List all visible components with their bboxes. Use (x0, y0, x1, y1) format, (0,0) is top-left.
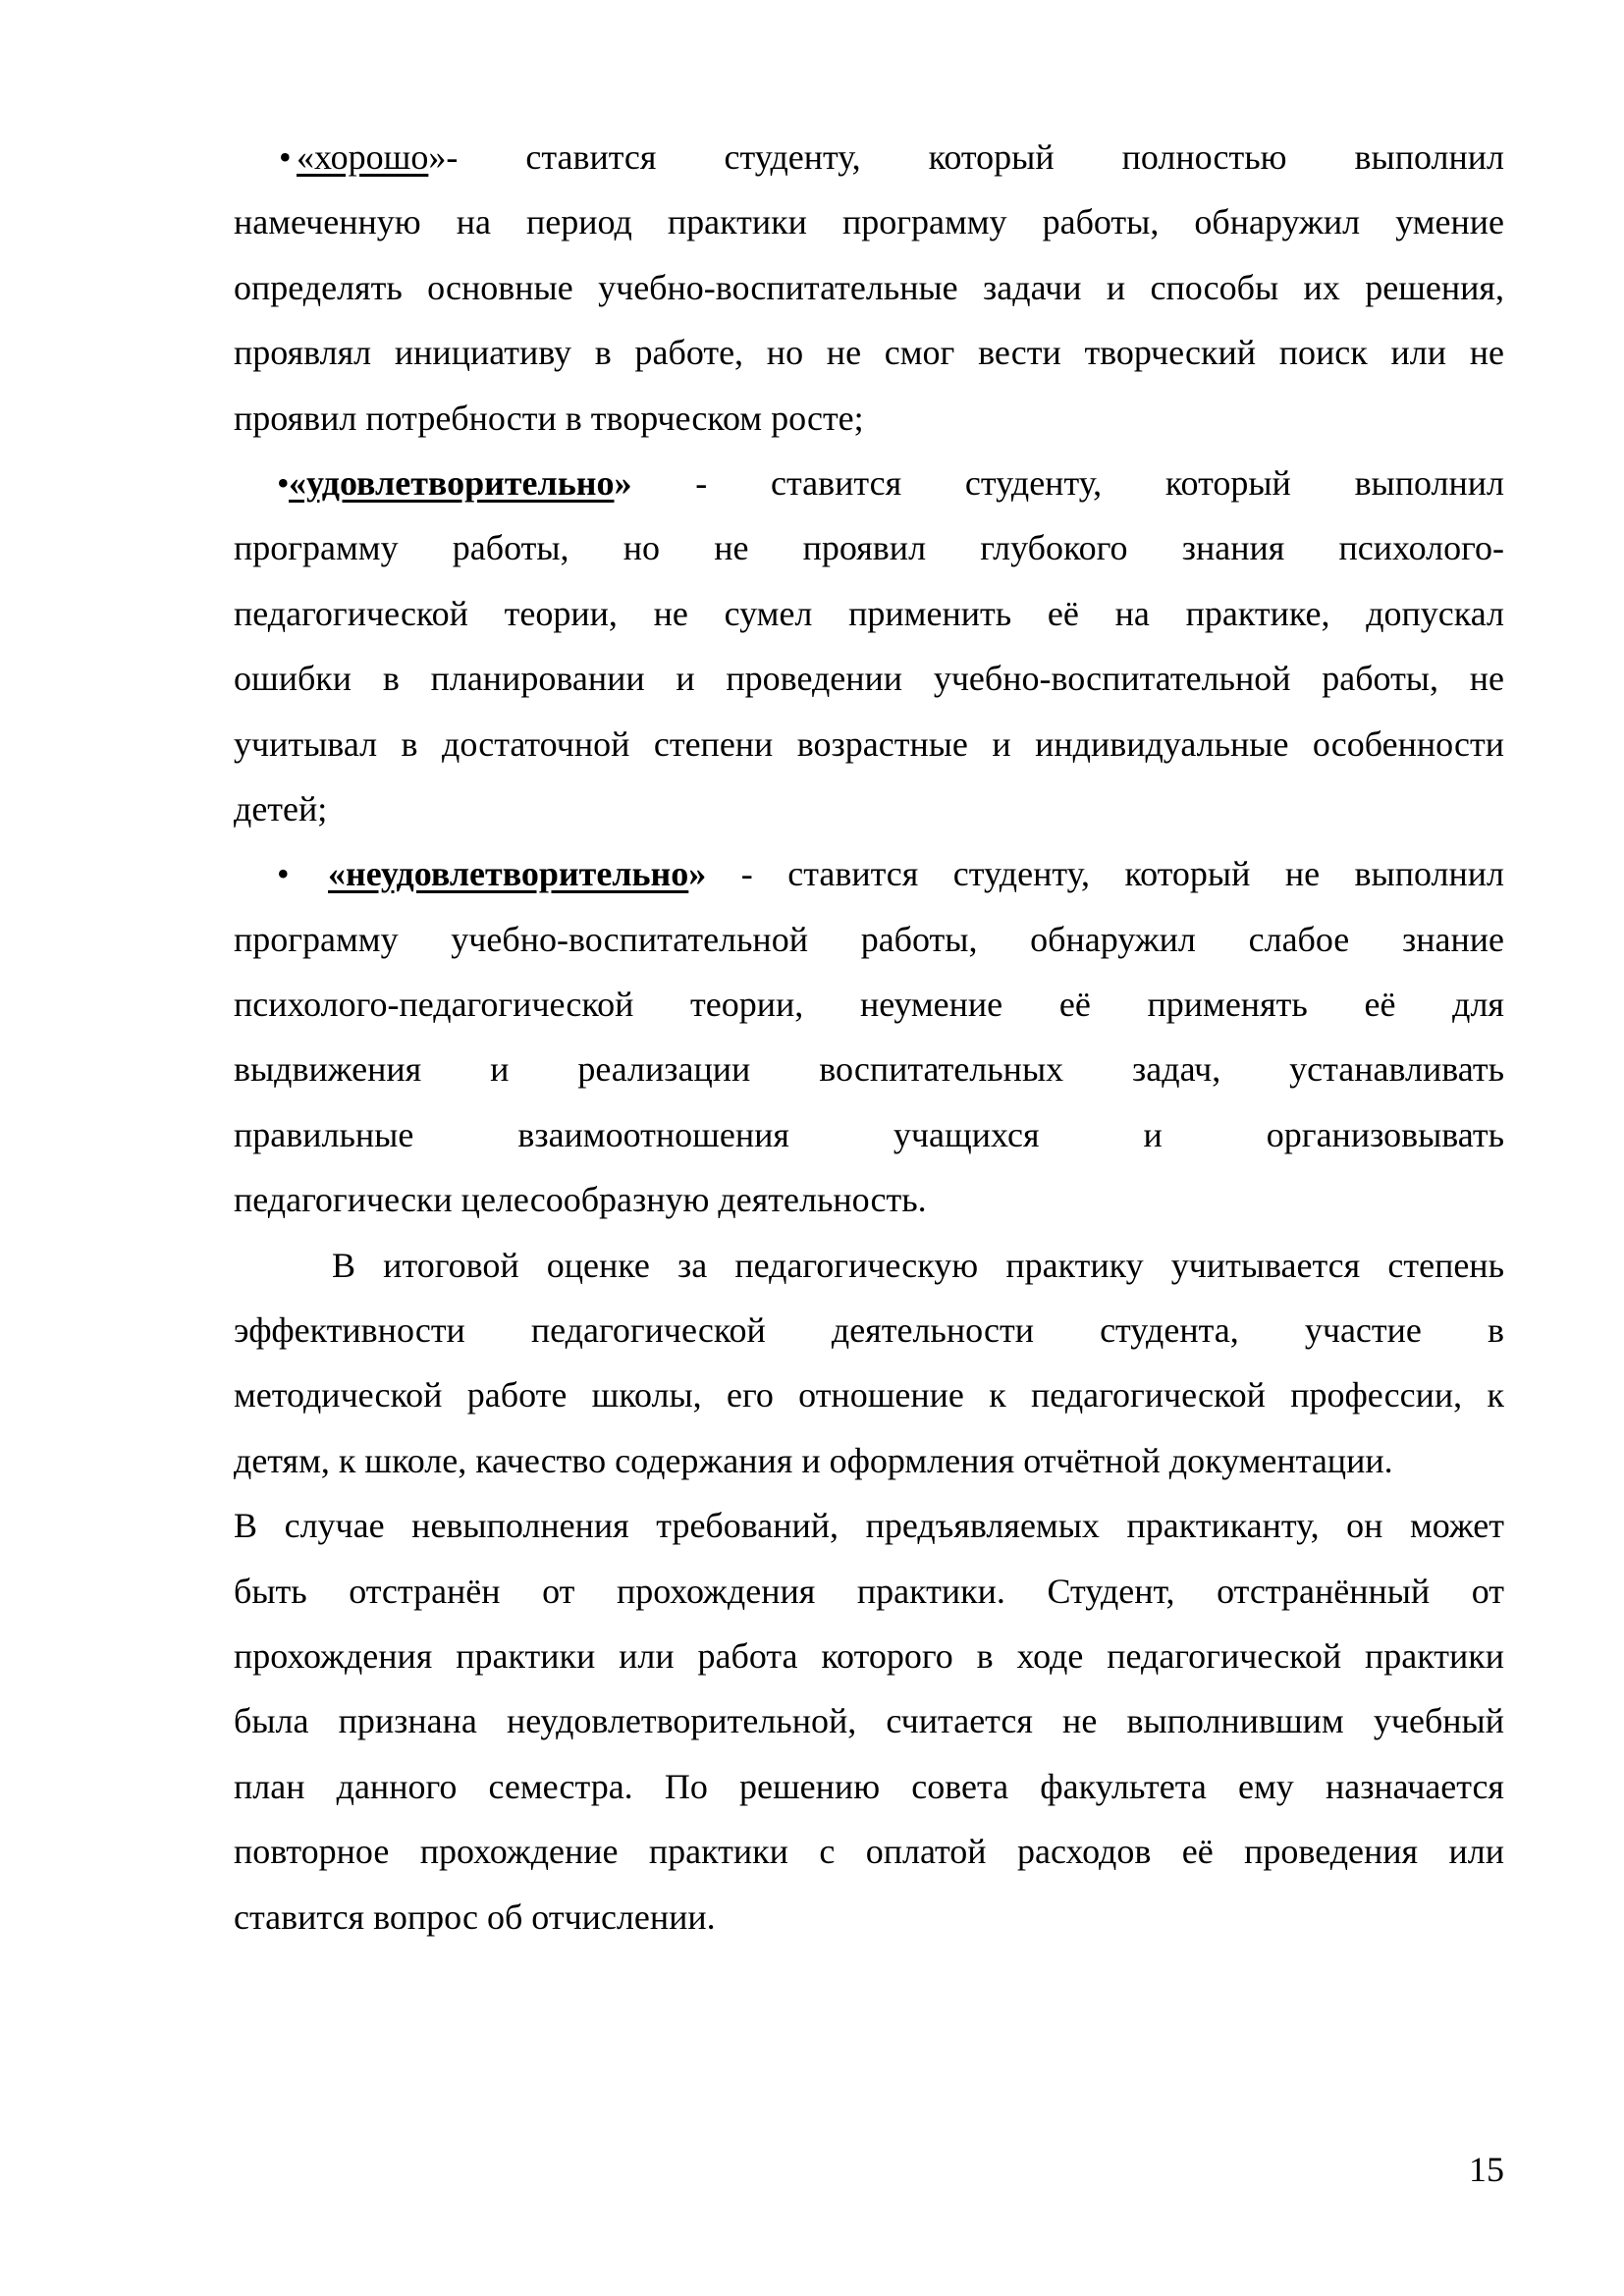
bullet-marker: • (279, 137, 292, 177)
text-line (234, 646, 1504, 711)
text-segment: детям, к школе, качество содержания и оформления отчётной документации. (234, 1440, 1393, 1480)
text-segment: программу работы, но не проявил глубокого знания психолого- (234, 528, 1504, 568)
text-line (234, 1624, 1504, 1688)
text-line (234, 581, 1504, 646)
text-segment: - ставится студенту, который не выполнил (706, 854, 1504, 894)
text-segment: программу учебно-воспитательной работы, обнаружил слабое знание (234, 919, 1504, 959)
text-segment: В итоговой оценке за педагогическую практику учитывается степень (332, 1245, 1504, 1285)
text-line (234, 841, 1504, 906)
text-segment: В случае невыполнения требований, предъявляемых практиканту, он может (234, 1506, 1504, 1546)
text-line (234, 1233, 1504, 1298)
text-line (234, 972, 1504, 1037)
page-number: 15 (1469, 2150, 1504, 2189)
text-line (234, 125, 1504, 189)
grade-term: » (614, 462, 632, 503)
text-segment: выдвижения и реализации воспитательных задач, устанавливать (234, 1049, 1504, 1090)
text-line (234, 1754, 1504, 1819)
text-line (234, 451, 1504, 515)
text-segment: - ставится студенту, который выполнил (631, 462, 1504, 503)
text-line (234, 712, 1504, 776)
text-segment: прохождения практики или работа которого в ходе педагогической практики (234, 1635, 1504, 1676)
bullet-marker: • (277, 462, 290, 503)
text-segment: педагогической теории, не сумел применить её на практике, допускал (234, 593, 1504, 633)
grade-term: «хорошо (297, 137, 429, 177)
text-line (234, 515, 1504, 580)
text-line (234, 1102, 1504, 1167)
grade-term: » (688, 854, 707, 894)
text-line (234, 1298, 1504, 1362)
text-segment: была признана неудовлетворительной, считается не выполнившим учебный (234, 1701, 1504, 1741)
text-line (234, 1885, 1504, 1949)
text-segment: определять основные учебно-воспитательные задачи и способы их решения, (234, 267, 1504, 307)
text-content (234, 125, 1504, 1949)
text-segment: эффективности педагогической деятельности студента, участие в (234, 1310, 1504, 1351)
text-segment: учитывал в достаточной степени возрастные и индивидуальные особенности (234, 723, 1504, 764)
text-line (234, 1559, 1504, 1624)
text-segment: проявил потребности в творческом росте; (234, 398, 864, 438)
text-line (234, 776, 1504, 841)
text-segment: психолого-педагогической теории, неумение её применять её для (234, 985, 1504, 1025)
text-segment: педагогически целесообразную деятельность. (234, 1180, 927, 1220)
text-segment: повторное прохождение практики с оплатой расходов её проведения или (234, 1832, 1504, 1872)
text-segment: ставится вопрос об отчислении. (234, 1896, 716, 1937)
text-line (234, 907, 1504, 972)
text-line (234, 1819, 1504, 1884)
text-line (234, 1037, 1504, 1101)
text-segment: план данного семестра. По решению совета факультета ему назначается (234, 1766, 1504, 1806)
text-segment: правильные взаимоотношения учащихся и организовывать (234, 1114, 1504, 1154)
text-line (234, 386, 1504, 451)
grade-term: «удовлетворительно (289, 462, 615, 503)
text-line (234, 255, 1504, 320)
text-segment: методической работе школы, его отношение к педагогической профессии, к (234, 1375, 1504, 1415)
text-segment: »- ставится студенту, который полностью выполнил (428, 137, 1504, 177)
bullet-marker: • (277, 854, 290, 894)
text-line (234, 320, 1504, 385)
text-line (234, 1362, 1504, 1427)
grade-term: «неудовлетворительно (328, 854, 689, 894)
text-segment: намеченную на период практики программу работы, обнаружил умение (234, 202, 1504, 242)
text-line (234, 189, 1504, 254)
text-line (234, 1167, 1504, 1232)
text-line (234, 1428, 1504, 1493)
text-segment: проявлял инициативу в работе, но не смог вести творческий поиск или не (234, 333, 1504, 373)
text-segment: детей; (234, 788, 328, 828)
text-segment: ошибки в планировании и проведении учебно-воспитательной работы, не (234, 659, 1504, 699)
text-line (234, 1688, 1504, 1753)
text-segment: быть отстранён от прохождения практики. Студент, отстранённый от (234, 1571, 1504, 1611)
text-line (234, 1493, 1504, 1558)
